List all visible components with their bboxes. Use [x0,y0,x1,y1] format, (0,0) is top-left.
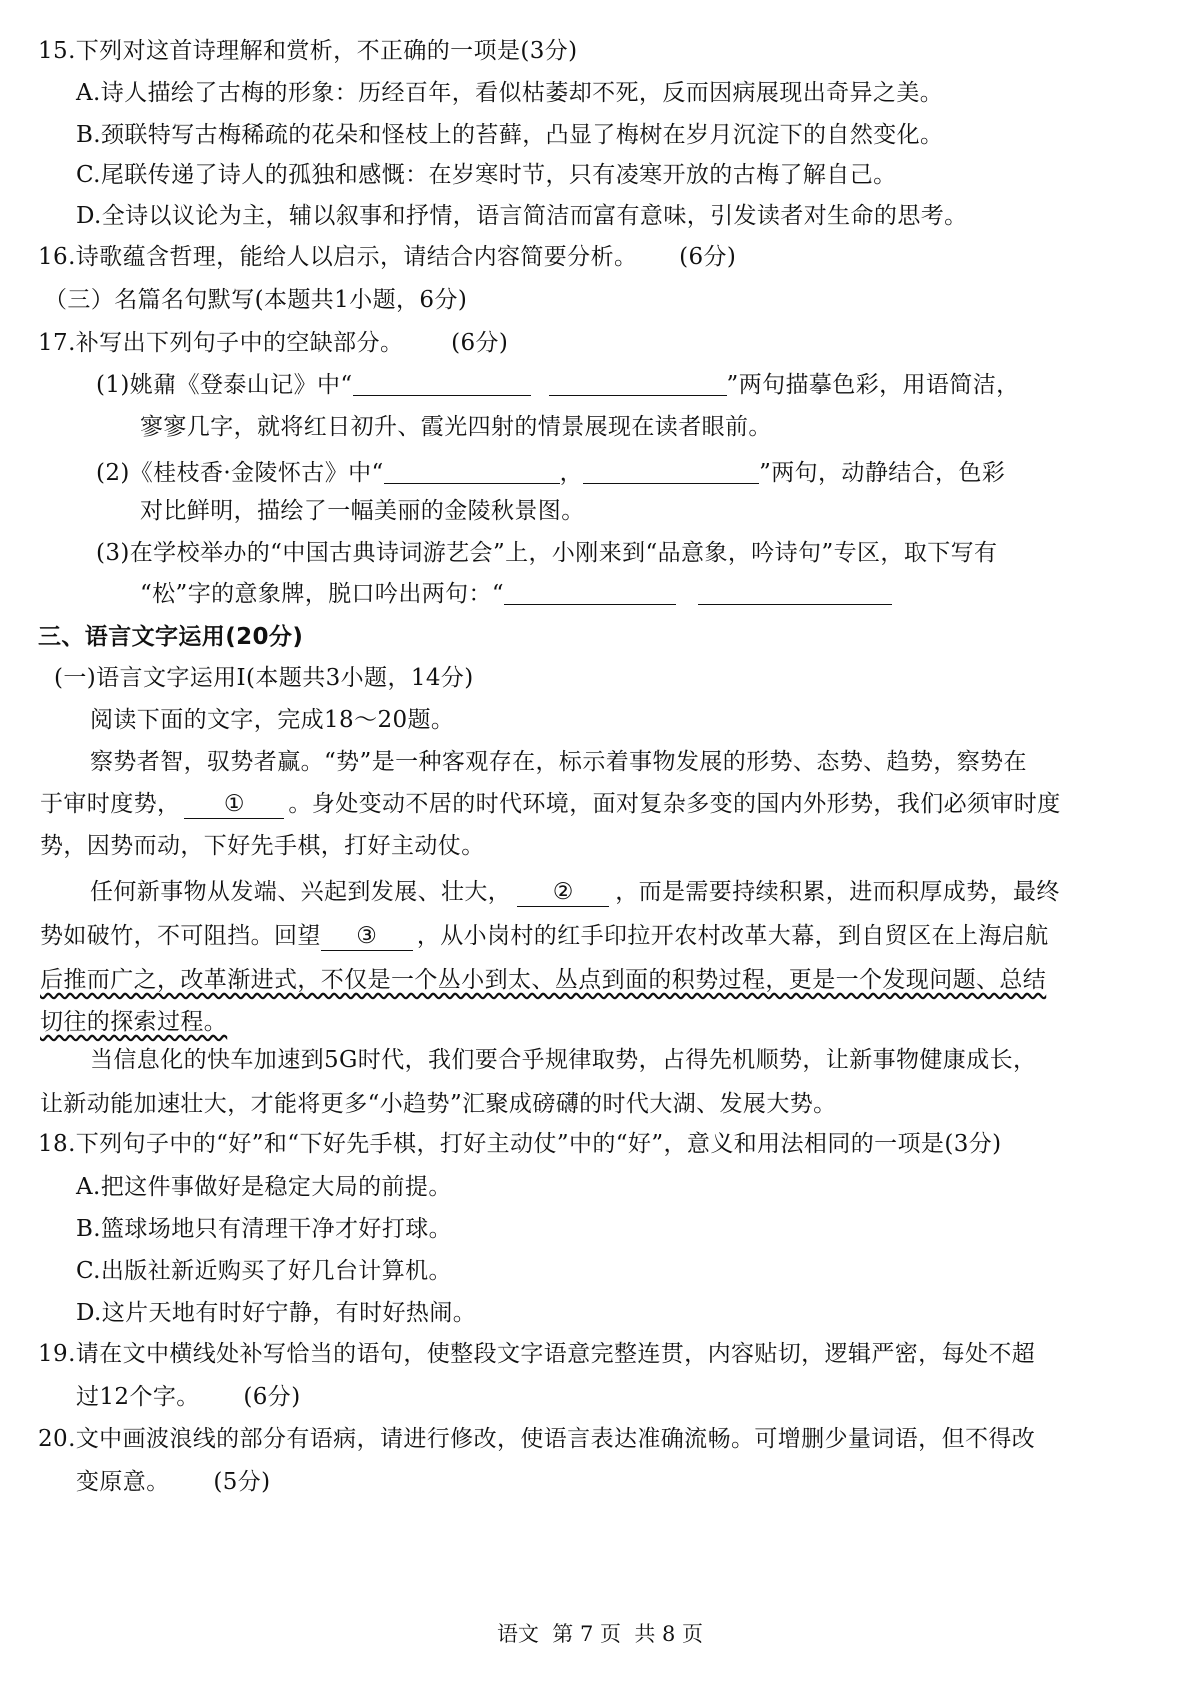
passage-line [40,963,1046,997]
q18-option-a: A.把这件事做好是稳定大局的前提。 [76,1174,452,1200]
q19-score: (6分) [243,1384,301,1410]
answer-blank[interactable] [583,461,759,484]
q15-option-d: D.全诗以议论为主，辅以叙事和抒情，语言简洁而富有意味，引发读者对生命的思考。 [76,203,968,229]
q17-part3-prefix: “松”字的意象牌，脱口吟出两句：“ [140,581,505,607]
q18-option-c: C.出版社新近购买了好几台计算机。 [76,1258,452,1284]
blank-1[interactable] [184,790,284,819]
wavy-underlined-sentence: 切往的探索过程。 [40,1009,228,1035]
wavy-underlined-sentence: 后推而广之，改革渐进式，不仅是一个丛小到太、丛点到面的积势过程，更是一个发现问题、总结 [40,967,1047,993]
blank-3-number: ③ [356,923,378,949]
q19-stem-line2 [76,1380,301,1414]
q17-part2-suffix: ”两句，动静结合，色彩 [759,460,1006,486]
q20-stem-line2 [76,1465,271,1499]
q17-part3-line1: (3)在学校举办的“中国古典诗词游艺会”上，小刚来到“品意象，吟诗句”专区，取下写有 [96,540,998,566]
q17-part2-comma: ， [559,460,584,486]
answer-blank[interactable] [698,582,892,605]
q18-option-b: B.篮球场地只有清理干净才好打球。 [76,1216,453,1242]
q20-stem: 20.文中画波浪线的部分有语病，请进行修改，使语言表达准确流畅。可增删少量词语，但不得改 [38,1426,1036,1452]
q19-stem: 19.请在文中横线处补写恰当的语句，使整段文字语意完整连贯，内容贴切，逻辑严密，每处不超 [38,1341,1036,1367]
q15-option-c: C.尾联传递了诗人的孤独和感慨：在岁寒时节，只有凌寒开放的古梅了解自己。 [76,162,897,188]
blank-2[interactable] [517,878,609,907]
q18-option-d: D.这片天地有时好宁静，有时好热闹。 [76,1300,477,1326]
passage-line [40,919,1049,953]
passage-text: 势如破竹，不可阻挡。回望 [40,923,321,949]
passage-intro: 阅读下面的文字，完成18～20题。 [90,707,455,733]
passage-line [40,1005,227,1039]
q17-part1-suffix: ”两句描摹色彩，用语简洁， [726,372,1020,398]
q17-part3-line2 [140,577,892,611]
q17-part2-line2: 对比鲜明，描绘了一幅美丽的金陵秋景图。 [140,498,585,524]
answer-blank[interactable] [504,582,676,605]
q16-score: (6分) [679,244,737,270]
q18-stem: 18.下列句子中的“好”和“下好先手棋，打好主动仗”中的“好”，意义和用法相同的一项是(3分) [38,1131,1002,1157]
answer-blank[interactable] [384,461,560,484]
blank-1-number: ① [223,791,245,817]
q17-stem [38,326,508,360]
blank-3[interactable] [321,922,413,951]
passage-text: 任何新事物从发端、兴起到发展、壮大， [90,879,512,905]
subsection-1-heading: (一)语言文字运用I(本题共3小题，14分) [54,665,474,691]
blank-2-number: ② [552,879,574,905]
q17-part2-prefix: (2)《桂枝香·金陵怀古》中“ [96,460,384,486]
q17-part1-line1 [96,368,1020,402]
answer-blank[interactable] [353,373,531,396]
q17-part2-line1 [96,456,1005,490]
q20-score: (5分) [213,1469,271,1495]
passage-text: 。身处变动不居的时代环境，面对复杂多变的国内外形势，我们必须审时度 [288,791,1061,817]
answer-blank[interactable] [549,373,727,396]
passage-text: ，从小岗村的红手印拉开农村改革大幕，到自贸区在上海启航 [416,923,1049,949]
passage-line: 让新动能加速壮大，才能将更多“小趋势”汇聚成磅礴的时代大湖、发展大势。 [40,1091,837,1117]
passage-line [40,787,1061,821]
passage-text: 于审时度势， [40,791,181,817]
q15-option-a: A.诗人描绘了古梅的形象：历经百年，看似枯萎却不死，反而因病展现出奇异之美。 [76,80,944,106]
passage-line: 当信息化的快车加速到5G时代，我们要合乎规律取势，占得先机顺势，让新事物健康成长， [90,1047,1037,1073]
passage-line: 察势者智，驭势者赢。“势”是一种客观存在，标示着事物发展的形势、态势、趋势，察势在 [90,749,1027,775]
q16-stem [38,240,736,274]
q17-score: (6分) [451,330,509,356]
page-footer: 语文 第 7 页 共 8 页 [496,1622,704,1646]
q20-text: 变原意。 [76,1469,170,1495]
passage-line: 势，因势而动，下好先手棋，打好主动仗。 [40,833,485,859]
q15-stem: 15.下列对这首诗理解和赏析，不正确的一项是(3分) [38,38,578,64]
passage-text: ，而是需要持续积累，进而积厚成势，最终 [615,879,1060,905]
q17-text: 17.补写出下列句子中的空缺部分。 [38,330,404,356]
section-3-heading: （三）名篇名句默写(本题共1小题，6分) [44,287,468,313]
q17-part1-prefix: (1)姚鼐《登泰山记》中“ [96,372,353,398]
part-3-heading: 三、语言文字运用(20分) [38,624,304,650]
q17-part1-line2: 寥寥几字，就将红日初升、霞光四射的情景展现在读者眼前。 [140,414,772,440]
q19-text: 过12个字。 [76,1384,200,1410]
passage-line [90,875,1060,909]
q16-text: 16.诗歌蕴含哲理，能给人以启示，请结合内容简要分析。 [38,244,638,270]
q15-option-b: B.颈联特写古梅稀疏的花朵和怪枝上的苔藓，凸显了梅树在岁月沉淀下的自然变化。 [76,122,944,148]
